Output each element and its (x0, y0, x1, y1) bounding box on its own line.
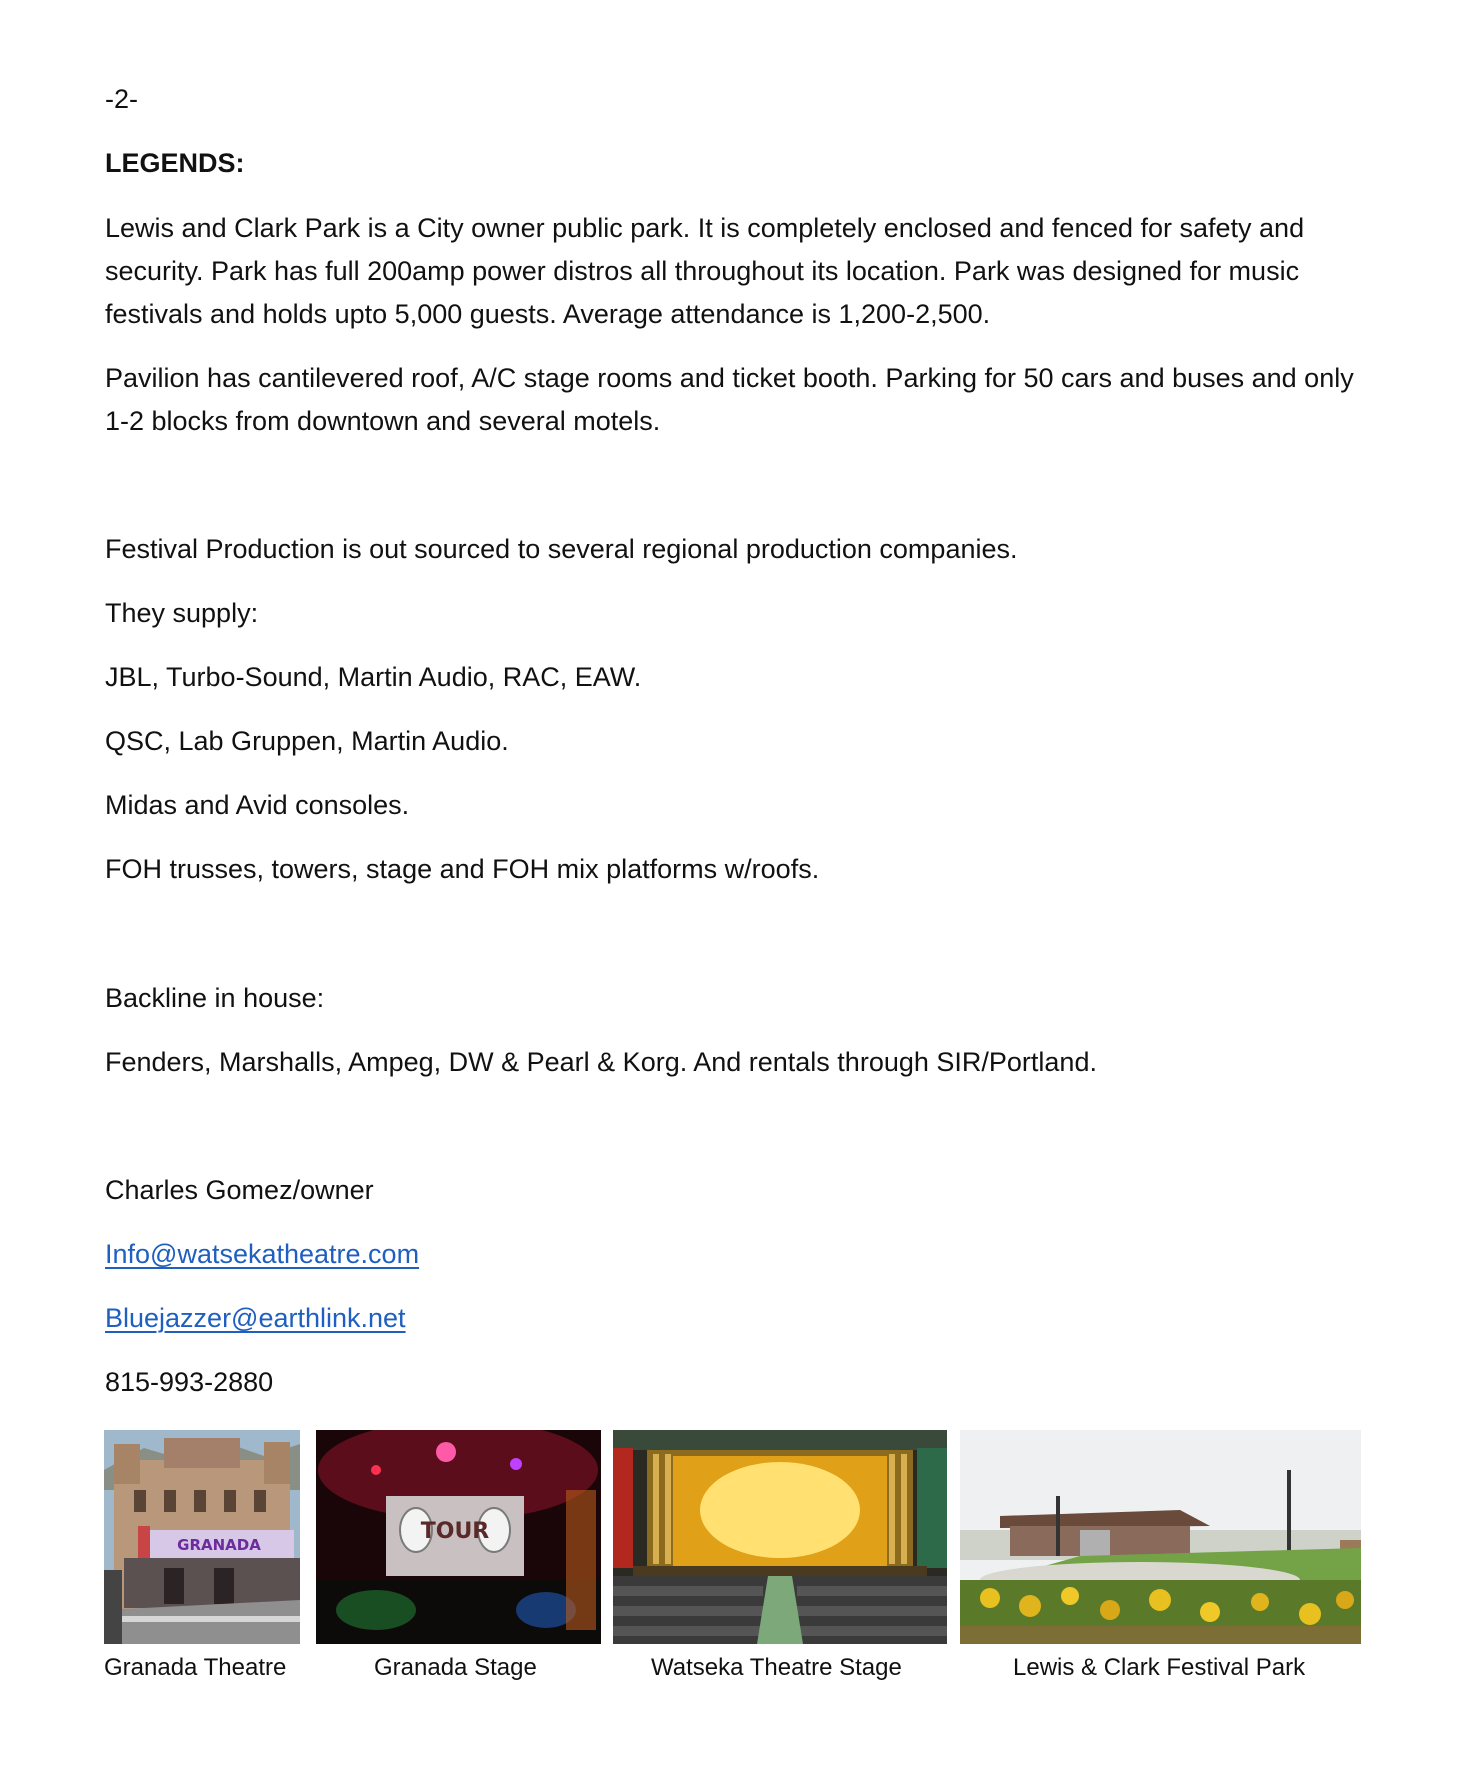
supply-intro: They supply: (105, 598, 259, 628)
email-link-info[interactable]: Info@watsekatheatre.com (105, 1239, 420, 1269)
granada-theatre-photo (104, 1430, 300, 1644)
production-paragraph: Festival Production is out sourced to several regional production companies. (105, 534, 1018, 564)
granada-stage-photo (316, 1430, 601, 1644)
caption-granada-theatre: Granada Theatre (104, 1654, 287, 1681)
park-description-paragraph: Lewis and Clark Park is a City owner public park. It is completely enclosed and fenced for safety and security. Park has full 200amp power distros all throughout its location. Park was designed for music festivals and holds upto 5,000 guests. Average attendance is 1,200-2,500. (105, 213, 1305, 329)
theatre-marquee-text: GRANADA (177, 1536, 261, 1554)
festival-park-photo (960, 1430, 1361, 1644)
caption-watseka-stage: Watseka Theatre Stage (651, 1654, 902, 1681)
supply-consoles: Midas and Avid consoles. (105, 790, 410, 820)
supply-amplifiers: QSC, Lab Gruppen, Martin Audio. (105, 726, 509, 756)
supply-speakers: JBL, Turbo-Sound, Martin Audio, RAC, EAW. (105, 662, 642, 692)
backline-intro: Backline in house: (105, 983, 325, 1013)
email-link-bluejazzer[interactable]: Bluejazzer@earthlink.net (105, 1303, 406, 1333)
page-number: -2- (105, 84, 138, 114)
watseka-stage-photo (613, 1430, 947, 1644)
contact-phone: 815-993-2880 (105, 1367, 274, 1397)
backline-list: Fenders, Marshalls, Ampeg, DW & Pearl & Korg. And rentals through SIR/Portland. (105, 1047, 1097, 1077)
pavilion-paragraph: Pavilion has cantilevered roof, A/C stage rooms and ticket booth. Parking for 50 cars and buses and only 1-2 blocks from downtown and several motels. (105, 363, 1354, 436)
contact-name: Charles Gomez/owner (105, 1175, 374, 1205)
caption-granada-stage: Granada Stage (374, 1654, 537, 1681)
caption-festival-park: Lewis & Clark Festival Park (1013, 1654, 1306, 1681)
legends-heading: LEGENDS: (105, 148, 245, 178)
supply-staging: FOH trusses, towers, stage and FOH mix platforms w/roofs. (105, 854, 820, 884)
stage-screen-text: TOUR (420, 1519, 490, 1544)
